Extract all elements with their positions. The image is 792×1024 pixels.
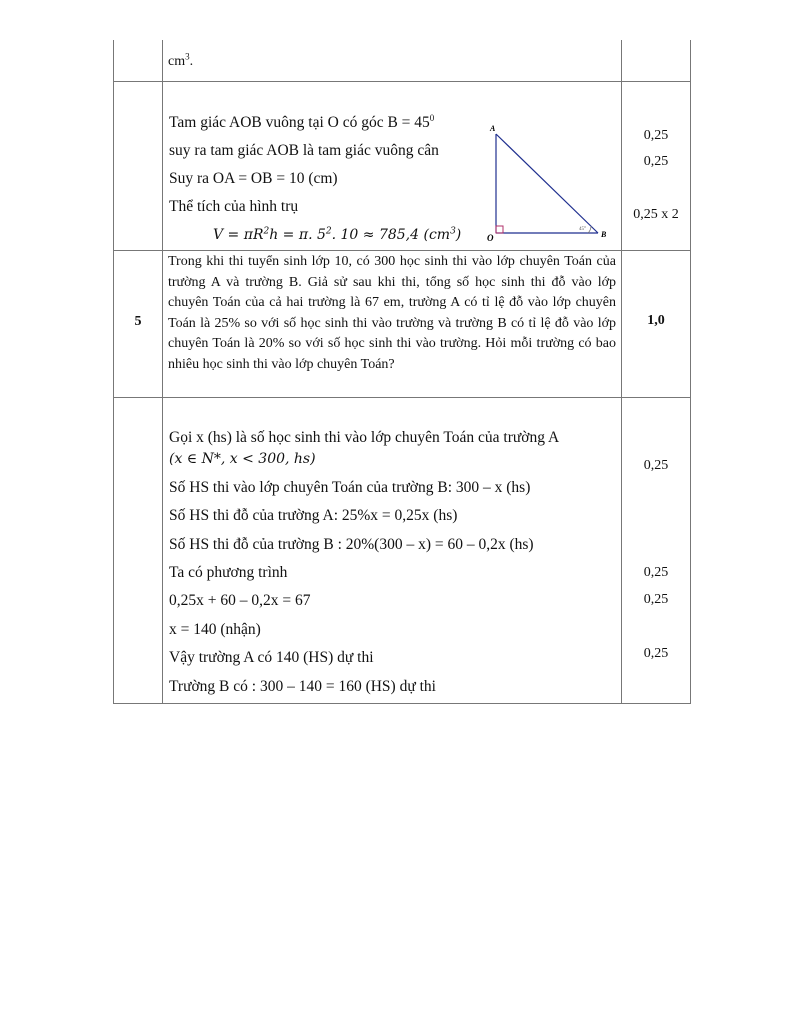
triangle-side-ab bbox=[496, 134, 598, 233]
volume-formula: $V = \pi R^2h = \pi$. $5^2$. 10 ≈ 785,4 $(cm^3)$ bbox=[213, 226, 462, 243]
table-border-top bbox=[113, 81, 691, 82]
label-b: B bbox=[601, 230, 607, 239]
score-q5-3: 0,25 bbox=[643, 592, 669, 607]
solution5-line5: Số HS thi đỗ của trường B : 20%(300 – x) = 60 – 0,2x (hs) bbox=[169, 536, 534, 553]
solution4-line2: suy ra tam giác AOB là tam giác vuông cân bbox=[169, 142, 439, 159]
solution4-line3: Suy ra OA = OB = 10 (cm) bbox=[169, 170, 338, 187]
solution5-line6: Ta có phương trình bbox=[169, 564, 288, 581]
table-border-col1 bbox=[162, 40, 163, 704]
problem5-statement: Trong khi thi tuyển sinh lớp 10, có 300 học sinh thi vào lớp chuyên Toán của trường A và trường B. Giả sử sau khi thi, tổng số học sinh thi đỗ vào lớp chuyên Toán của cả hai trường là 67 em, trường A có tỉ lệ đỗ vào lớp chuyên Toán là 25% so với số học sinh thi vào trường và trường B có tỉ lệ đỗ vào lớp chuyên Toán là 20% so với số học sinh thi vào trường. Hỏi mỗi trường có bao nhiêu học sinh thi vào lớp chuyên Toán? bbox=[168, 254, 616, 372]
table-border-row3 bbox=[113, 397, 691, 398]
solution4-line4: Thể tích của hình trụ bbox=[169, 198, 299, 215]
solution4-line1: Tam giác AOB vuông tại O có góc $B = 45^0$ bbox=[169, 112, 435, 131]
solution5-line8: x = 140 (nhận) bbox=[169, 621, 261, 638]
solution5-line3: Số HS thi vào lớp chuyên Toán của trường B: 300 – x (hs) bbox=[169, 479, 531, 496]
score-q5-4: 0,25 bbox=[643, 646, 669, 661]
solution5-line10: Trường B có : 300 – 140 = 160 (HS) dự thi bbox=[169, 678, 436, 695]
score-q4-3: 0,25 x 2 bbox=[633, 207, 679, 222]
table-border-left bbox=[113, 40, 114, 704]
score-q4-1: 0,25 bbox=[643, 128, 669, 143]
table-border-bottom bbox=[113, 703, 691, 704]
triangle-aob-figure bbox=[484, 122, 614, 244]
solution5-line1: Gọi x (hs) là số học sinh thi vào lớp chuyên Toán của trường A bbox=[169, 429, 560, 446]
score-q4-2: 0,25 bbox=[643, 154, 669, 169]
solution5-line7: 0,25x + 60 – 0,2x = 67 bbox=[169, 592, 311, 609]
solution5-line9: Vậy trường A có 140 (HS) dự thi bbox=[169, 649, 374, 666]
score-problem5: 1,0 bbox=[647, 313, 665, 328]
angle-arc-b bbox=[588, 226, 591, 233]
label-angle-b: 45° bbox=[579, 227, 586, 232]
table-border-row2 bbox=[113, 250, 691, 251]
label-o: O bbox=[487, 233, 494, 243]
solution5-condition: (x ∈ N*, x < 300, hs) bbox=[169, 451, 316, 467]
label-a: A bbox=[490, 124, 496, 133]
solution5-line4: Số HS thi đỗ của trường A: 25%x = 0,25x (hs) bbox=[169, 507, 458, 524]
unit-cm3: $cm^3$. bbox=[168, 51, 194, 69]
score-q5-2: 0,25 bbox=[643, 565, 669, 580]
table-border-right bbox=[690, 40, 691, 704]
score-q5-1: 0,25 bbox=[643, 458, 669, 473]
question-number: 5 bbox=[134, 314, 142, 329]
right-angle-mark bbox=[496, 226, 503, 233]
